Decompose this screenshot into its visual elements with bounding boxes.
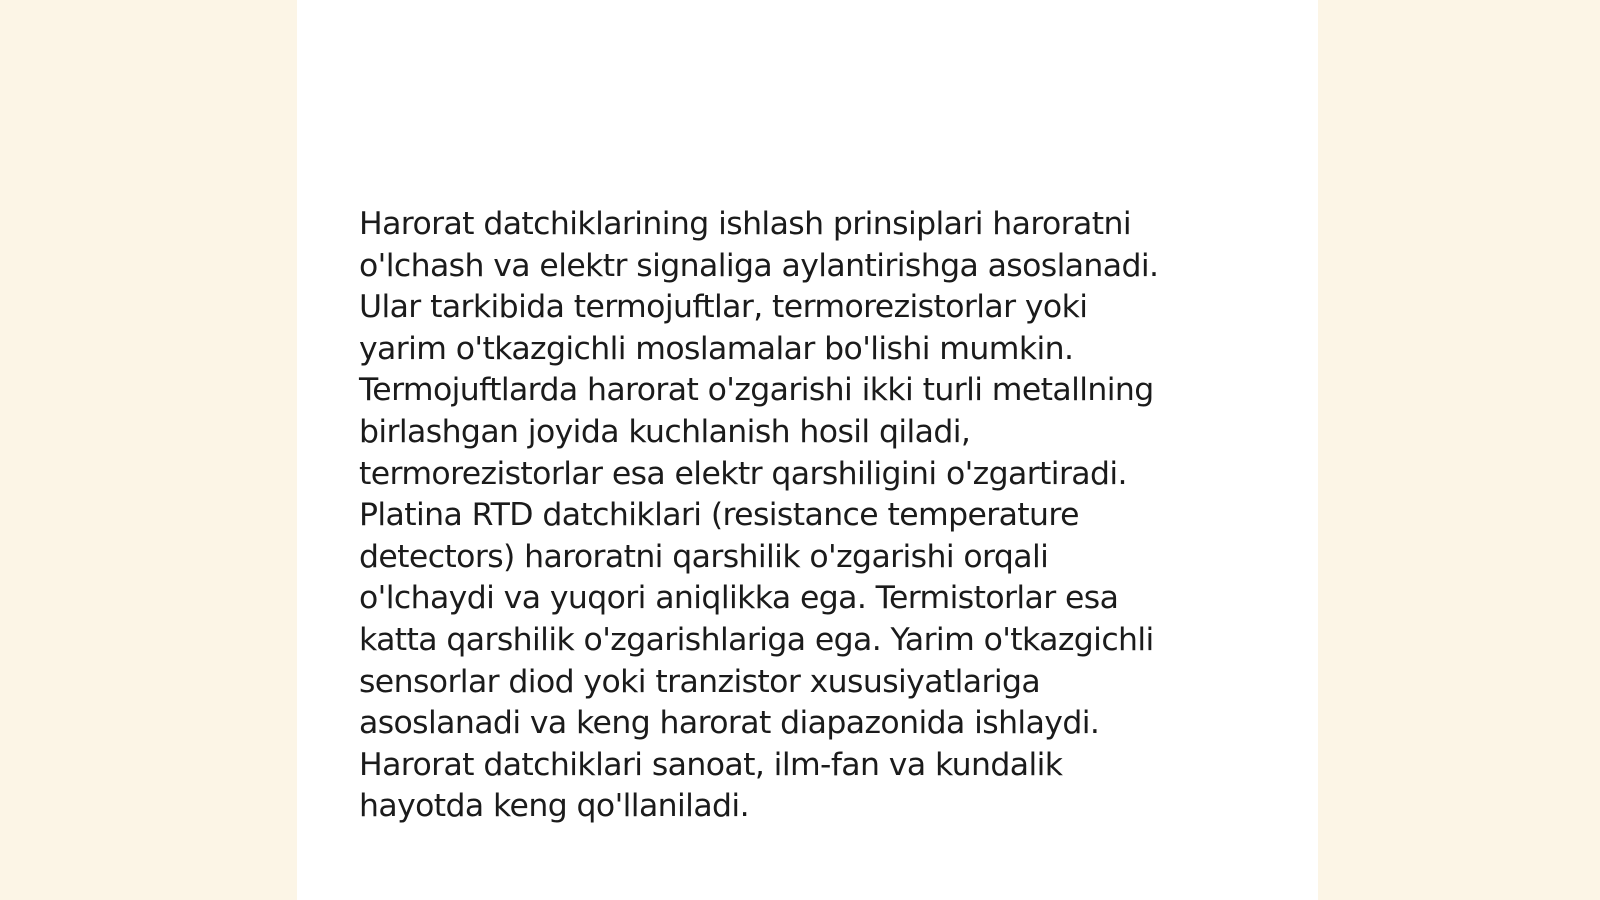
body-paragraph	[359, 204, 1289, 828]
paragraph-line: sensorlar diod yoki tranzistor xususiyatlariga	[359, 663, 1041, 700]
paragraph-line: Harorat datchiklari sanoat, ilm-fan va kundalik	[359, 746, 1063, 783]
document-page	[297, 0, 1318, 900]
paragraph-line: o'lchaydi va yuqori aniqlikka ega. Termistorlar esa	[359, 580, 1119, 617]
paragraph-line: detectors) haroratni qarshilik o'zgarishi orqali	[359, 538, 1049, 575]
paragraph-line: Harorat datchiklarining ishlash prinsiplari haroratni	[359, 206, 1131, 242]
paragraph-line: hayotda keng qo'llaniladi.	[359, 788, 749, 825]
paragraph-line: Platina RTD datchiklari (resistance temperature	[359, 497, 1079, 534]
paragraph-line: yarim o'tkazgichli moslamalar bo'lishi mumkin.	[359, 330, 1074, 367]
paragraph-line: katta qarshilik o'zgarishlariga ega. Yarim o'tkazgichli	[359, 621, 1154, 658]
paragraph-line: termorezistorlar esa elektr qarshiligini o'zgartiradi.	[359, 455, 1127, 492]
paragraph-line: birlashgan joyida kuchlanish hosil qiladi,	[359, 413, 971, 450]
paragraph-line: asoslanadi va keng harorat diapazonida ishlaydi.	[359, 705, 1100, 742]
paragraph-line: o'lchash va elektr signaliga aylantirishga asoslanadi.	[359, 247, 1159, 284]
paragraph-line: Termojuftlarda harorat o'zgarishi ikki turli metallning	[359, 372, 1154, 409]
paragraph-line: Ular tarkibida termojuftlar, termorezistorlar yoki	[359, 289, 1088, 326]
